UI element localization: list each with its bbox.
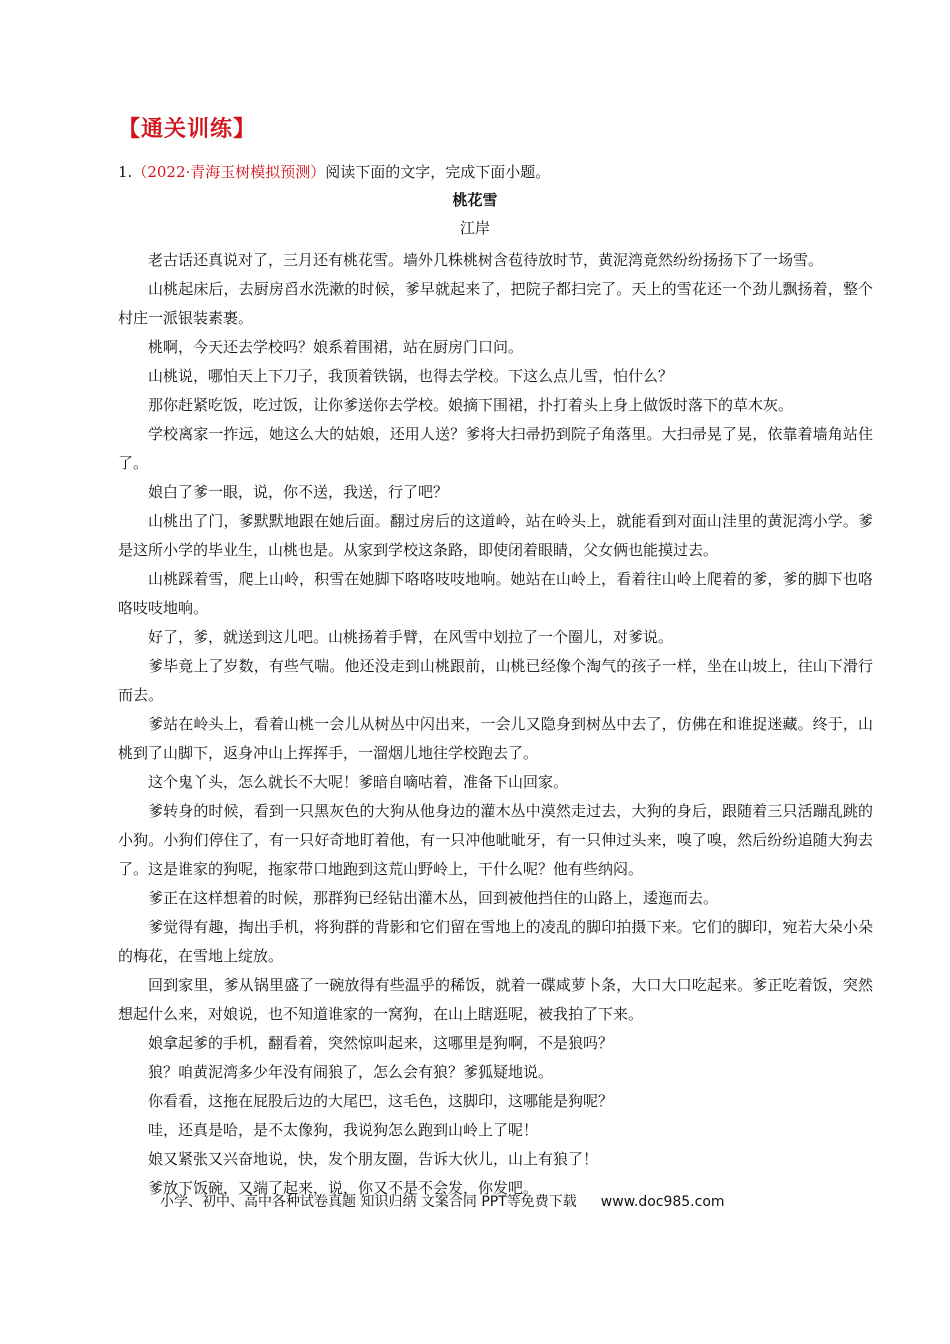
paragraph: 爹正在这样想着的时候，那群狗已经钻出灌木丛，回到被他挡住的山路上，逶迤而去。	[148, 889, 719, 907]
paragraph: 山桃出了门，爹默默地跟在她后面。翻过房后的这道岭，站在岭头上，就能看到对面山洼里的黄泥湾小学。爹是这所小学的毕业生，山桃也是。从家到学校这条路，即使闭着眼睛，父女俩也能摸过去。	[118, 512, 873, 559]
question-prompt	[118, 162, 878, 182]
section-title: 【通关训练】	[118, 117, 257, 142]
paragraph: 爹毕竟上了岁数，有些气喘。他还没走到山桃跟前，山桃已经像个淘气的孩子一样，坐在山坡上，往山下滑行而去。	[118, 657, 873, 704]
footer-text: 小学、初中、高中各种试卷真题 知识归纳 文案合同 PPT等免费下载	[160, 1194, 577, 1210]
paragraph: 你看看，这拖在屁股后边的大尾巴，这毛色，这脚印，这哪能是狗呢？	[148, 1092, 614, 1110]
paragraph: 老古话还真说对了，三月还有桃花雪。墙外几株桃树含苞待放时节，黄泥湾竟然纷纷扬扬下了一场雪。	[148, 251, 824, 269]
paragraph: 爹放下饭碗，又端了起来，说，你又不是不会发，你发吧。	[148, 1179, 539, 1197]
paragraph: 爹转身的时候，看到一只黑灰色的大狗从他身边的灌木丛中漠然走过去，大狗的身后，跟随着三只活蹦乱跳的小狗。小狗们停住了，有一只好奇地盯着他，有一只冲他呲呲牙，有一只伸过头来，嗅了嗅，然后纷纷追随大狗去了。这是谁家的狗呢，拖家带口地跑到这荒山野岭上，干什么呢？他有些纳闷。	[118, 802, 873, 878]
paragraph: 娘拿起爹的手机，翻看着，突然惊叫起来，这哪里是狗啊，不是狼吗？	[148, 1034, 614, 1052]
paragraph: 娘又紧张又兴奋地说，快，发个朋友圈，告诉大伙儿，山上有狼了！	[148, 1150, 599, 1168]
paragraph: 桃啊，今天还去学校吗？娘系着围裙，站在厨房门口问。	[148, 338, 524, 356]
paragraph: 学校离家一拃远，她这么大的姑娘，还用人送？爹将大扫帚扔到院子角落里。大扫帚晃了晃，依靠着墙角站住了。	[118, 425, 873, 472]
paragraph: 山桃说，哪怕天上下刀子，我顶着铁锅，也得去学校。下这么点儿雪，怕什么？	[148, 367, 674, 385]
question-number: 1.	[118, 163, 133, 181]
paragraph: 爹觉得有趣，掏出手机，将狗群的背影和它们留在雪地上的凌乱的脚印拍摄下来。它们的脚印，宛若大朵小朵的梅花，在雪地上绽放。	[118, 918, 873, 965]
question-instruction: 阅读下面的文字，完成下面小题。	[325, 163, 551, 181]
paragraph: 这个鬼丫头，怎么就长不大呢！爹暗自嘀咕着，准备下山回家。	[148, 773, 569, 791]
paragraph: 娘白了爹一眼，说，你不送，我送，行了吧？	[148, 483, 449, 501]
paragraph: 山桃起床后，去厨房舀水洗漱的时候，爹早就起来了，把院子都扫完了。天上的雪花还一个劲儿飘扬着，整个村庄一派银装素裹。	[118, 280, 873, 327]
footer-site-link[interactable]: www.doc985.com	[600, 1194, 725, 1210]
paragraph: 爹站在岭头上，看着山桃一会儿从树丛中闪出来，一会儿又隐身到树丛中去了，仿佛在和谁捉迷藏。终于，山桃到了山脚下，返身冲山上挥挥手，一溜烟儿地往学校跑去了。	[118, 715, 873, 762]
paragraph: 回到家里，爹从锅里盛了一碗放得有些温乎的稀饭，就着一碟咸萝卜条，大口大口吃起来。爹正吃着饭，突然想起什么来，对娘说，也不知道谁家的一窝狗，在山上瞎逛呢，被我拍了下来。	[118, 976, 873, 1023]
paragraph: 狼？咱黄泥湾多少年没有闹狼了，怎么会有狼？爹狐疑地说。	[148, 1063, 554, 1081]
paragraph: 哇，还真是哈，是不太像狗，我说狗怎么跑到山岭上了呢！	[148, 1121, 539, 1139]
paragraph: 那你赶紧吃饭，吃过饭，让你爹送你去学校。娘摘下围裙，扑打着头上身上做饭时落下的草木灰。	[148, 396, 794, 414]
article-body	[118, 246, 873, 1203]
question-source: （2022·青海玉树模拟预测）	[132, 163, 326, 181]
article-author: 江岸	[459, 219, 490, 237]
page-footer	[118, 1192, 920, 1212]
paragraph: 山桃踩着雪，爬上山岭，积雪在她脚下咯咯吱吱地响。她站在山岭上，看着往山岭上爬着的爹，爹的脚下也咯咯吱吱地响。	[118, 570, 873, 617]
article-title: 桃花雪	[452, 191, 498, 209]
paragraph: 好了，爹，就送到这儿吧。山桃扬着手臂，在风雪中划拉了一个圈儿，对爹说。	[148, 628, 674, 646]
